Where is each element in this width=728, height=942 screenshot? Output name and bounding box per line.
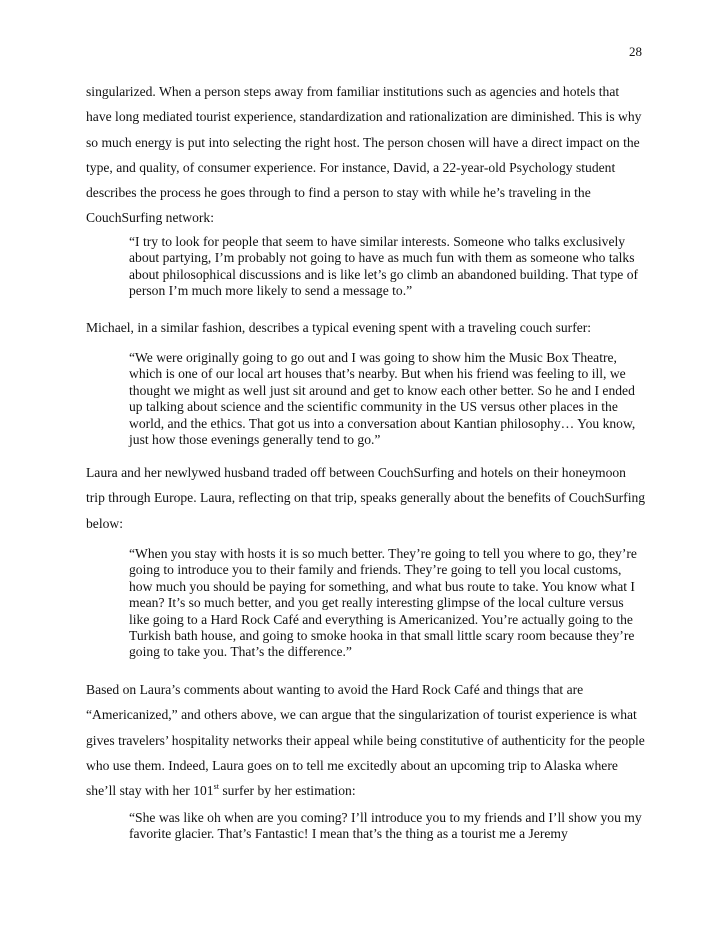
paragraph	[86, 677, 646, 803]
paragraph-text: Laura and her newlywed husband traded off between CouchSurfing and hotels on their honeymoon trip through Europe. Laura, reflecting on that trip, speaks generally about the benefits of CouchSurfing below:	[86, 465, 646, 531]
paragraph-text-main: Based on Laura’s comments about wanting to avoid the Hard Rock Café and things that are “Americanized,” and others above, we can argue that the singularization of tourist experience is what gives travelers’ hospitality networks their appeal while being constitutive of authenticity for the people who use them. Indeed, Laura goes on to tell me excitedly about an upcoming trip to Alaska where she’ll stay with her 101	[86, 682, 645, 799]
quote-text: “When you stay with hosts it is so much better. They’re going to tell you where to go, they’re going to introduce you to their family and friends. They’re going to tell you local customs, how much you should be paying for something, and what bus route to take. You know what I mean? It’s so much better, and you get really interesting glimpse of the local culture versus like going to a Hard Rock Café and everything is Americanized. You’re actually going to the Turkish bath house, and going to smoke hooka in that small little scary room because they’re going to take you. That’s the difference.”	[129, 546, 637, 660]
paragraph-text: Michael, in a similar fashion, describes a typical evening spent with a traveling couch surfer:	[86, 320, 592, 335]
block-quote	[86, 350, 646, 448]
paragraph	[86, 79, 646, 231]
page-number: 28	[629, 44, 642, 59]
paragraph-text-end: surfer by her estimation:	[218, 783, 356, 799]
paragraph	[86, 315, 646, 340]
ordinal-suffix: st	[213, 782, 219, 792]
paragraph-text	[86, 677, 646, 803]
block-quote	[86, 234, 646, 300]
quote-text: “I try to look for people that seem to have similar interests. Someone who talks exclusively about partying, I’m probably not going to have as much fun with them as someone who talks about philosophical discussions and is like let’s go climb an abandoned building. That type of person I’m much more likely to send a message to.”	[129, 234, 639, 299]
block-quote	[86, 810, 646, 843]
quote-text: “We were originally going to go out and I was going to show him the Music Box Theatre, which is one of our local art houses that’s nearby. But when his friend was feeling to ill, we thought we might as well just sit around and get to know each other better. So he and I ended up talking about science and the scientific community in the US versus other places in the world, and the ethics. That got us into a conversation about Kantian philosophy… You know, just how those evenings generally tend to go.”	[129, 350, 636, 448]
paragraph	[86, 460, 646, 536]
block-quote	[86, 546, 646, 661]
paragraph-text: singularized. When a person steps away from familiar institutions such as agencies and hotels that have long mediated tourist experience, standardization and rationalization are diminished. This is why so much energy is put into selecting the right host. The person chosen will have a direct impact on the type, and quality, of consumer experience. For instance, David, a 22-year-old Psychology student describes the process he goes through to find a person to stay with while he’s traveling in the CouchSurfing network:	[86, 84, 642, 226]
quote-text: “She was like oh when are you coming? I’ll introduce you to my friends and I’ll show you my favorite glacier. That’s Fantastic! I mean that’s the thing as a tourist me a Jeremy	[129, 810, 642, 842]
